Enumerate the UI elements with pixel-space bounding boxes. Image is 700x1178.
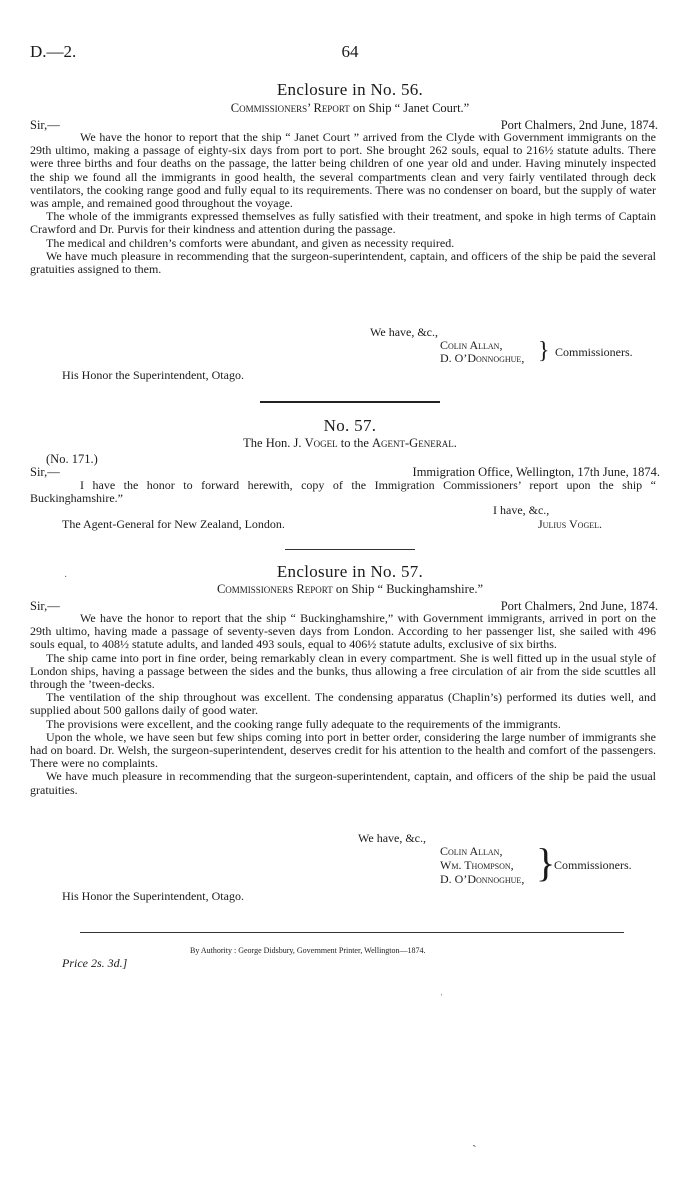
signatory-role: Commissioners. — [555, 345, 633, 359]
no-57-subtitle — [0, 436, 700, 451]
paragraph: We have much pleasure in recommending that the surgeon-superintendent, captain, and officers of the ship be paid the usual gratuities. — [30, 769, 656, 797]
signature: Julius Vogel. — [538, 517, 603, 531]
enclosure-57-body — [30, 612, 656, 797]
closing: We have, &c., — [358, 831, 427, 845]
closing: I have, &c., — [493, 503, 550, 517]
closing: We have, &c., — [370, 325, 439, 339]
paragraph: We have the honor to report that the ship “ Janet Court ” arrived from the Clyde with Government immigrants on the 29th ultimo, making a passage of eighty-six days from port to port. She brought 262 souls, equal to 216½ statute adults. There were three births and four deaths on the passage, the latter being children of one year old and under. Having minutely inspected the ship we found all the immigrants in good health, the several compartments clean and very fairly ventilated through deck ventilators, the cooking range good and fully equal to its requirements. There was no condenser on board, but the supply of water was ample, and remained good throughout the voyage. — [30, 130, 656, 211]
ship-label: on Ship “ Buckinghamshire.” — [335, 582, 484, 596]
brace: } — [538, 338, 550, 364]
salutation: Sir,— — [30, 465, 60, 479]
ship-label: on Ship “ Janet Court.” — [352, 101, 470, 115]
paragraph: We have the honor to report that the ship “ Buckinghamshire,” with Government immigrants, arrived in port on the 29th ultimo, having made a passage of seventy-seven days from London. According to her passenger list, she sailed with 496 souls equal, to 408½ statute adults, and landed 493 souls, equal to 406½ statute adults, exclusive of six births. — [30, 611, 656, 652]
margin-mark: ˈ — [440, 993, 444, 1004]
subtitle-name: Vogel — [304, 436, 338, 450]
addressee: The Agent-General for New Zealand, London. — [62, 517, 285, 531]
signatory-role: Commissioners. — [554, 858, 632, 872]
report-label: Commissioners Report — [216, 582, 333, 596]
price: Price 2s. 3d.] — [62, 956, 128, 970]
paragraph: I have the honor to forward herewith, copy of the Immigration Commissioners’ report upon the ship “ Buckinghamshire.” — [30, 478, 656, 506]
page-number: 64 — [341, 42, 359, 61]
paragraph: Upon the whole, we have seen but few ships coming into port in better order, considering the large number of immigrants she had on board. Dr. Welsh, the surgeon-superintendent, deserves credit for his attention to the health and comfort of the passengers. There were no complaints. — [30, 729, 656, 771]
addressee: His Honor the Superintendent, Otago. — [62, 368, 244, 382]
printer-imprint: By Authority : George Didsbury, Government Printer, Wellington—1874. — [190, 946, 426, 955]
subtitle-text: The Hon. J. — [243, 436, 302, 450]
enclosure-56-body — [30, 131, 656, 276]
enclosure-57-subtitle — [0, 582, 700, 597]
report-label: Commissioners’ Report — [230, 101, 350, 115]
signatory: Colin Allan, — [440, 338, 503, 352]
no-57-body — [30, 479, 656, 505]
signatory: D. O’Donnoghue, — [440, 872, 525, 886]
footer-divider — [80, 932, 624, 933]
place-date: Port Chalmers, 2nd June, 1874. — [500, 118, 658, 132]
paragraph: The ship came into port in fine order, being remarkably clean in every compartment. She is well fitted up in the usual style of London ships, having a passage between the sides and the bunks, thus allowing a free circulation of air from the side scuttles all through the ’tween-decks. — [30, 650, 656, 692]
section-divider — [285, 549, 415, 550]
paragraph: We have much pleasure in recommending that the surgeon-superintendent, captain, and officers of the ship be paid the several gratuities assigned to them. — [30, 248, 656, 277]
brace: } — [536, 840, 556, 885]
paragraph: The ventilation of the ship throughout was excellent. The condensing apparatus (Chaplin’s) performed its duties well, and supplied about 500 gallons daily of good water. — [30, 690, 656, 718]
margin-mark: ˎ — [472, 1133, 477, 1148]
addressee: His Honor the Superintendent, Otago. — [62, 889, 244, 903]
paragraph: The whole of the immigrants expressed themselves as fully satisfied with their treatment, and spoke in high terms of Captain Crawford and Dr. Purvis for their kindness and attention during the passage. — [30, 209, 656, 237]
series-code: D.—2. — [30, 42, 77, 61]
place-date: Port Chalmers, 2nd June, 1874. — [500, 599, 658, 613]
margin-mark: · — [64, 572, 68, 583]
section-divider — [260, 401, 440, 403]
no-57-title: No. 57. — [323, 416, 377, 435]
place-date: Immigration Office, Wellington, 17th June, 1874. — [412, 465, 660, 479]
signatory: Wm. Thompson, — [440, 858, 514, 872]
enclosure-56-title: Enclosure in No. 56. — [276, 80, 424, 99]
salutation: Sir,— — [30, 118, 60, 132]
signatory: D. O’Donnoghue, — [440, 351, 525, 365]
enclosure-56-subtitle — [0, 101, 700, 116]
reference-number: (No. 171.) — [46, 452, 98, 466]
subtitle-recipient: Agent-General. — [372, 436, 457, 450]
enclosure-57-title: Enclosure in No. 57. — [276, 562, 424, 581]
subtitle-text: to the — [340, 436, 369, 450]
salutation: Sir,— — [30, 599, 60, 613]
paragraph: The provisions were excellent, and the cooking range fully adequate to the requirements of the immigrants. — [46, 716, 561, 731]
signatory: Colin Allan, — [440, 844, 503, 858]
paragraph: The medical and children’s comforts were abundant, and given as necessity required. — [46, 235, 455, 250]
